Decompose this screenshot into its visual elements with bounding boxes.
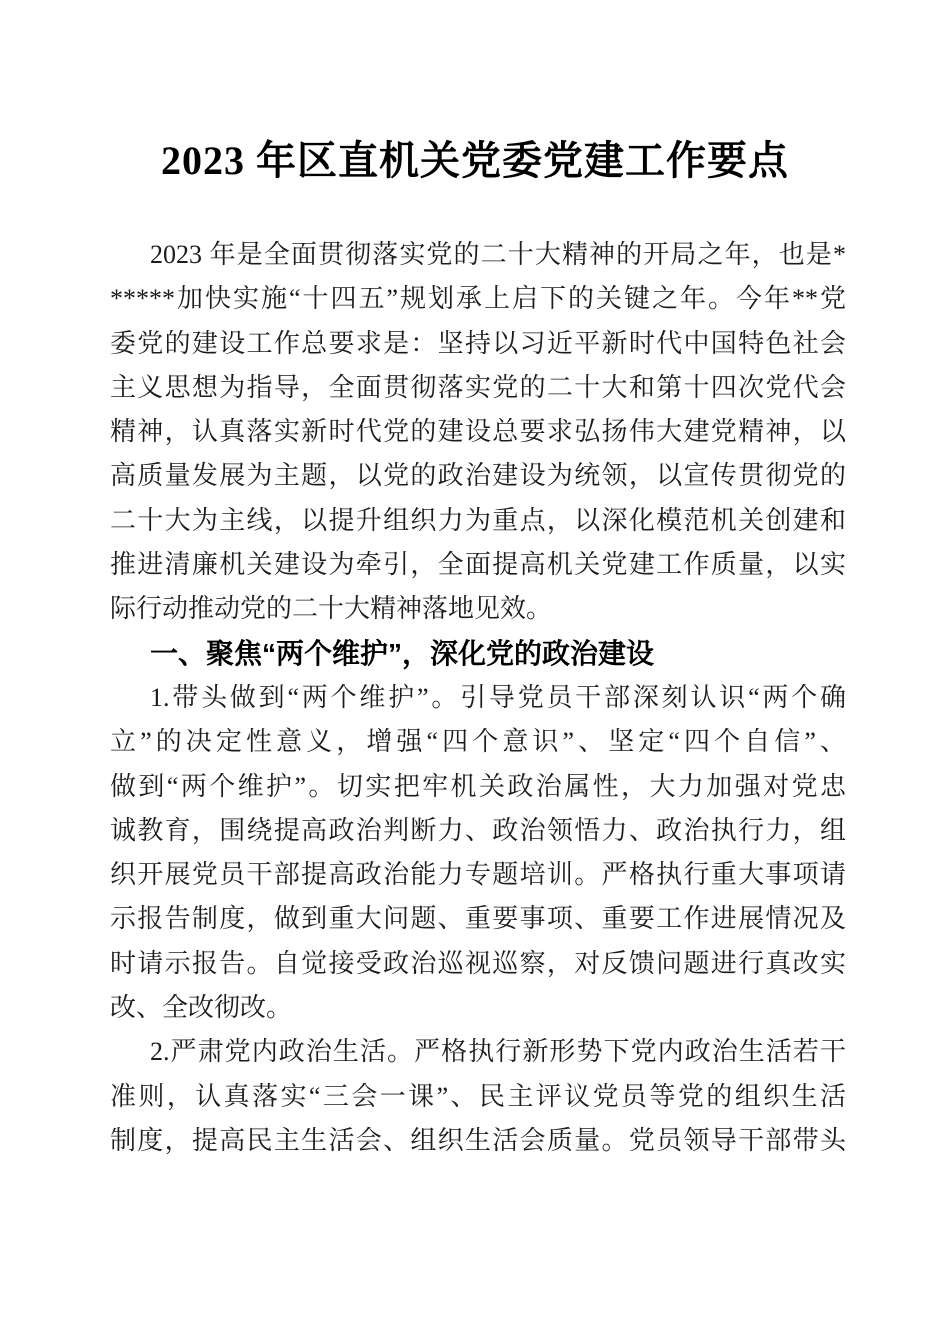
item1-line: 做到“两个维护”。切实把牢机关政治属性，大力加强对党忠: [110, 771, 846, 801]
item1-line: 1.带头做到“两个维护”。引导党员干部深刻认识“两个确: [150, 682, 846, 712]
item2-line: 制度，提高民主生活会、组织生活会质量。党员领导干部带头: [110, 1125, 846, 1155]
intro-line: 推进清廉机关建设为牵引，全面提高机关党建工作质量，以实: [110, 550, 846, 580]
document-title: 2023 年区直机关党委党建工作要点: [161, 138, 789, 183]
intro-line: 二十大为主线，以提升组织力为重点，以深化模范机关创建和: [110, 505, 846, 535]
item1-line: 示报告制度，做到重大问题、重要事项、重要工作进展情况及: [110, 904, 846, 934]
intro-line: 主义思想为指导，全面贯彻落实党的二十大和第十四次党代会: [110, 372, 846, 402]
item1-line: 立”的决定性意义，增强“四个意识”、坚定“四个自信”、: [110, 727, 846, 757]
item1-line: 改、全改彻改。: [110, 993, 293, 1023]
item1-line: 诚教育，围绕提高政治判断力、政治领悟力、政治执行力，组: [110, 815, 846, 845]
item1-line: 织开展党员干部提高政治能力专题培训。严格执行重大事项请: [110, 860, 846, 890]
item2-line: 准则，认真落实“三会一课”、民主评议党员等党的组织生活: [110, 1081, 846, 1111]
intro-line: 委党的建设工作总要求是：坚持以习近平新时代中国特色社会: [110, 328, 846, 358]
intro-line: 精神，认真落实新时代党的建设总要求弘扬伟大建党精神，以: [110, 417, 846, 447]
item2-line: 2.严肃党内政治生活。严格执行新形势下党内政治生活若干: [150, 1037, 846, 1067]
intro-line: 际行动推动党的二十大精神落地见效。: [110, 594, 553, 624]
intro-line: *****加快实施“十四五”规划承上启下的关键之年。今年**党: [110, 284, 846, 314]
intro-line: 高质量发展为主题，以党的政治建设为统领，以宣传贯彻党的: [110, 461, 846, 491]
document-body: [110, 233, 846, 1163]
item1-line: 时请示报告。自觉接受政治巡视巡察，对反馈问题进行真改实: [110, 948, 846, 978]
section-heading: 一、聚焦“两个维护”，深化党的政治建设: [150, 637, 655, 669]
intro-line: 2023 年是全面贯彻落实党的二十大精神的开局之年，也是*: [150, 240, 846, 269]
